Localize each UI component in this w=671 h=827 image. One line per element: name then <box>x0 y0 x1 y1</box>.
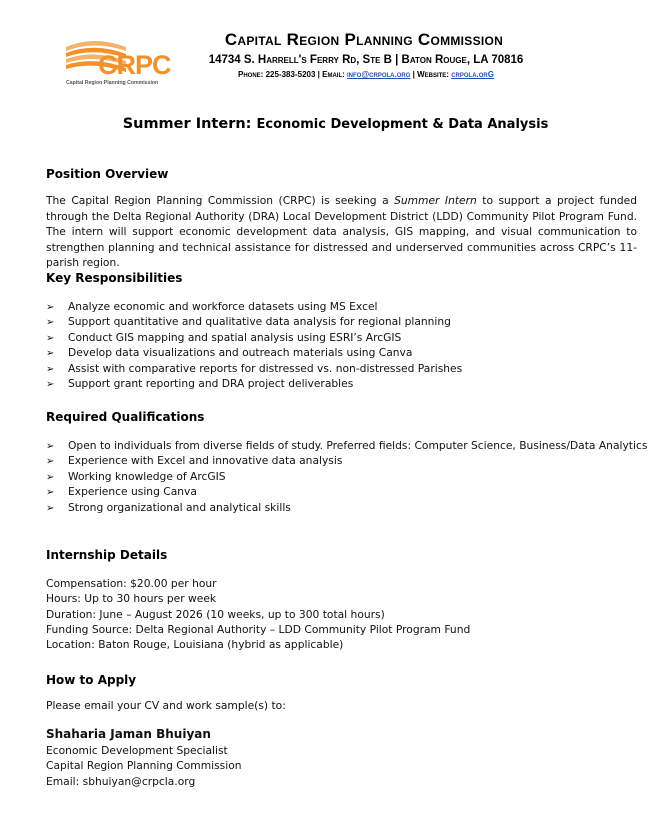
details-lines <box>46 576 637 652</box>
list-item <box>46 330 637 345</box>
list-item <box>46 469 637 484</box>
phone-number: 225-383-5203 <box>265 70 316 79</box>
arrow-bullet-icon: ➢ <box>46 471 55 483</box>
responsibilities-heading: Key Responsibilities <box>46 271 183 285</box>
arrow-bullet-icon: ➢ <box>46 487 55 499</box>
website-link[interactable]: crpola.orG <box>451 70 494 79</box>
overview-text-after: to support a project funded through the Delta Regional Authority (DRA) Local Development District (LDD) Community Pilot Program Fund. The intern will support economic development data analysis, GIS mapping, and visual communication to strengthen planning and technical assistance for distressed and underserved communities across CRPC’s 11-parish region. <box>46 194 637 270</box>
arrow-bullet-icon: ➢ <box>46 363 55 375</box>
overview-section <box>46 167 637 271</box>
website-label: | Website: <box>412 70 449 79</box>
responsibility-text: Support quantitative and qualitative data analysis for regional planning <box>68 315 451 329</box>
contact-name: Shaharia Jaman Bhuiyan <box>46 727 211 741</box>
logo-tagline: Capital Region Planning Commission <box>66 80 159 86</box>
apply-section <box>46 673 637 789</box>
responsibility-text: Develop data visualizations and outreach materials using Canva <box>68 346 413 360</box>
details-heading: Internship Details <box>46 548 168 562</box>
arrow-bullet-icon: ➢ <box>46 502 55 514</box>
apply-instruction: Please email your CV and work sample(s) to: <box>46 699 286 712</box>
qualifications-heading: Required Qualifications <box>46 410 205 424</box>
org-name: Capital Region Planning Commission <box>224 30 504 49</box>
responsibility-text: Analyze economic and workforce datasets using MS Excel <box>68 300 378 313</box>
detail-line: Funding Source: Delta Regional Authority – LDD Community Pilot Program Fund <box>46 622 471 636</box>
email-label: | Email: <box>317 70 345 79</box>
qualification-text: Strong organizational and analytical skills <box>68 500 291 514</box>
detail-line: Duration: June – August 2026 (10 weeks, up to 300 total hours) <box>46 607 385 621</box>
contact-email[interactable]: Email: sbhuiyan@crpcla.org <box>46 774 196 788</box>
detail-line: Hours: Up to 30 hours per week <box>46 592 217 606</box>
arrow-bullet-icon: ➢ <box>46 456 55 468</box>
org-contact-line <box>196 70 536 79</box>
detail-line: Location: Baton Rouge, Louisiana (hybrid as applicable) <box>46 638 344 652</box>
contact-title: Economic Development Specialist <box>46 744 228 757</box>
arrow-bullet-icon: ➢ <box>46 302 55 313</box>
contact-organization: Capital Region Planning Commission <box>46 759 242 773</box>
overview-emphasis: Summer Intern <box>394 194 477 207</box>
responsibility-text: Support grant reporting and DRA project deliverables <box>68 376 354 390</box>
overview-text-before: The Capital Region Planning Commission (CRPC) is seeking a <box>46 194 395 207</box>
detail-line: Compensation: $20.00 per hour <box>46 577 217 590</box>
responsibilities-list <box>46 299 637 391</box>
list-item <box>46 376 637 391</box>
qualification-text: Open to individuals from diverse fields of study. Preferred fields: Computer Science, Business/Data Analytics <box>68 439 648 452</box>
document-title <box>0 116 671 132</box>
qualification-text: Working knowledge of ArcGIS <box>68 469 226 483</box>
list-item <box>46 438 648 453</box>
contact-lines <box>46 743 637 789</box>
title-main: Summer Intern: <box>122 116 252 132</box>
apply-heading: How to Apply <box>46 673 137 687</box>
list-item <box>46 299 637 314</box>
logo-text: CRPC <box>98 50 171 80</box>
arrow-bullet-icon: ➢ <box>46 348 55 360</box>
list-item <box>46 345 637 360</box>
arrow-bullet-icon: ➢ <box>46 332 55 344</box>
qualifications-list <box>46 438 648 515</box>
arrow-bullet-icon: ➢ <box>46 317 55 329</box>
qualification-text: Experience with Excel and innovative data analysis <box>68 454 343 468</box>
responsibilities-section <box>46 271 637 391</box>
email-link[interactable]: info@crpola.org <box>347 70 411 79</box>
responsibility-text: Assist with comparative reports for distressed vs. non-distressed Parishes <box>68 361 463 375</box>
list-item <box>46 500 637 515</box>
arrow-bullet-icon: ➢ <box>46 378 55 390</box>
arrow-bullet-icon: ➢ <box>46 441 55 452</box>
org-address: 14734 S. Harrell's Ferry Rd, Ste B | Baton Rouge, LA 70816 <box>208 54 524 66</box>
overview-paragraph <box>46 193 637 271</box>
crpc-logo <box>64 37 182 87</box>
list-item <box>46 314 637 329</box>
phone-label: Phone: <box>238 70 264 79</box>
qualifications-section <box>46 410 648 515</box>
responsibility-text: Conduct GIS mapping and spatial analysis using ESRI’s ArcGIS <box>68 330 402 344</box>
qualification-text: Experience using Canva <box>68 485 197 499</box>
overview-heading: Position Overview <box>46 167 169 181</box>
list-item <box>46 361 637 376</box>
list-item <box>46 453 637 468</box>
list-item <box>46 484 637 499</box>
details-section <box>46 548 637 652</box>
title-subtitle: Economic Development & Data Analysis <box>256 117 549 132</box>
